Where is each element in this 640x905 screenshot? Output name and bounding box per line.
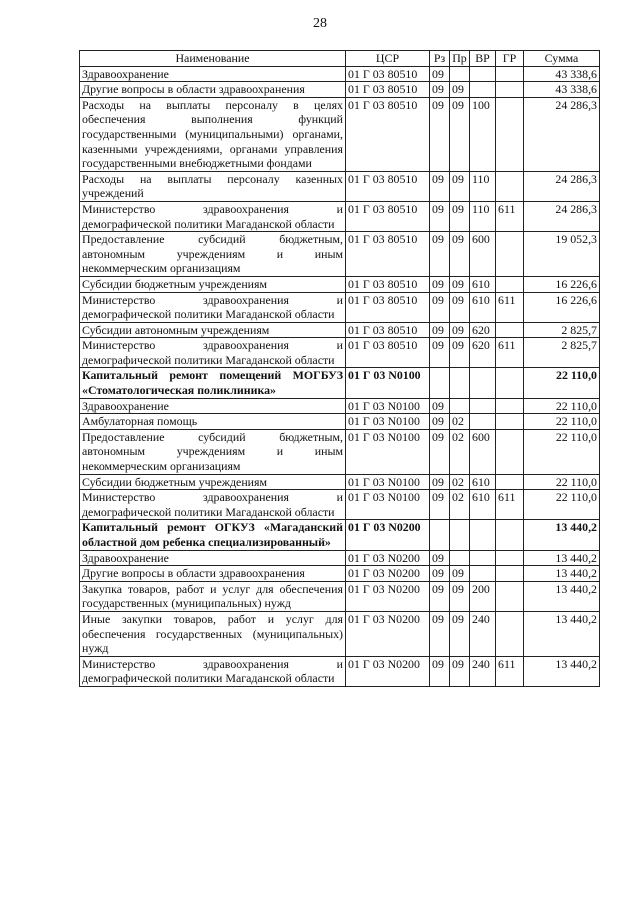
cell-sum: 43 338,6 [524,66,600,82]
table-row [80,66,600,82]
header-name: Наименование [80,51,346,67]
cell-rz: 09 [430,232,450,277]
cell-rz: 09 [430,201,450,231]
cell-name: Другие вопросы в области здравоохранения [80,566,346,582]
cell-vr: 620 [470,338,496,368]
header-gr: ГР [496,51,524,67]
header-pr: Пр [450,51,470,67]
table-row [80,414,600,430]
cell-vr: 600 [470,429,496,474]
cell-gr [496,171,524,201]
cell-csr: 01 Г 03 N0100 [346,368,430,398]
table-row [80,82,600,98]
cell-sum: 24 286,3 [524,201,600,231]
cell-pr: 09 [450,232,470,277]
cell-sum: 13 440,2 [524,656,600,686]
cell-gr: 611 [496,656,524,686]
cell-rz: 09 [430,490,450,520]
cell-pr: 02 [450,429,470,474]
cell-gr [496,611,524,656]
cell-sum: 43 338,6 [524,82,600,98]
table-row [80,566,600,582]
cell-csr: 01 Г 03 N0200 [346,566,430,582]
cell-vr [470,82,496,98]
cell-name: Субсидии автономным учреждениям [80,322,346,338]
cell-pr: 09 [450,566,470,582]
cell-gr [496,414,524,430]
cell-pr: 09 [450,322,470,338]
cell-rz [430,368,450,398]
cell-gr [496,429,524,474]
cell-gr [496,368,524,398]
cell-name: Капитальный ремонт ОГКУЗ «Магаданский областной дом ребенка специализированный» [80,520,346,550]
header-csr: ЦСР [346,51,430,67]
cell-pr [450,368,470,398]
cell-name: Министерство здравоохранения и демографической политики Магаданской области [80,490,346,520]
table-body [80,66,600,686]
cell-sum: 13 440,2 [524,520,600,550]
cell-vr: 610 [470,474,496,490]
table-row [80,338,600,368]
cell-name: Субсидии бюджетным учреждениям [80,276,346,292]
table-row [80,398,600,414]
cell-vr [470,398,496,414]
table-row [80,490,600,520]
cell-csr: 01 Г 03 N0100 [346,429,430,474]
cell-sum: 22 110,0 [524,398,600,414]
cell-pr: 02 [450,490,470,520]
cell-vr: 100 [470,97,496,171]
cell-name: Здравоохранение [80,398,346,414]
cell-name: Другие вопросы в области здравоохранения [80,82,346,98]
table-row [80,322,600,338]
cell-gr: 611 [496,490,524,520]
table-row [80,520,600,550]
cell-gr [496,566,524,582]
table-row [80,171,600,201]
cell-pr: 09 [450,82,470,98]
cell-csr: 01 Г 03 N0100 [346,414,430,430]
cell-pr: 09 [450,581,470,611]
cell-sum: 22 110,0 [524,429,600,474]
cell-gr [496,232,524,277]
cell-pr: 09 [450,611,470,656]
cell-sum: 13 440,2 [524,550,600,566]
header-vr: ВР [470,51,496,67]
cell-sum: 22 110,0 [524,414,600,430]
cell-pr: 02 [450,474,470,490]
cell-csr: 01 Г 03 N0200 [346,520,430,550]
cell-csr: 01 Г 03 80510 [346,82,430,98]
cell-sum: 2 825,7 [524,322,600,338]
cell-gr [496,474,524,490]
cell-csr: 01 Г 03 80510 [346,201,430,231]
cell-pr [450,66,470,82]
table-row [80,656,600,686]
table-row [80,474,600,490]
cell-pr: 09 [450,171,470,201]
cell-rz: 09 [430,429,450,474]
cell-vr [470,368,496,398]
cell-sum: 13 440,2 [524,581,600,611]
cell-gr: 611 [496,201,524,231]
cell-sum: 16 226,6 [524,292,600,322]
cell-rz: 09 [430,66,450,82]
cell-name: Предоставление субсидий бюджетным, автономным учреждениям и иным некоммерческим организациям [80,429,346,474]
cell-csr: 01 Г 03 N0200 [346,581,430,611]
cell-gr [496,276,524,292]
cell-vr [470,566,496,582]
budget-table [79,50,600,687]
header-sum: Сумма [524,51,600,67]
table-row [80,611,600,656]
cell-rz: 09 [430,611,450,656]
page-number: 28 [313,16,327,31]
cell-rz: 09 [430,474,450,490]
table-row [80,201,600,231]
cell-gr [496,581,524,611]
cell-csr: 01 Г 03 N0200 [346,611,430,656]
cell-rz [430,520,450,550]
cell-gr: 611 [496,292,524,322]
cell-rz: 09 [430,581,450,611]
table-header [80,51,600,67]
table-row [80,232,600,277]
cell-csr: 01 Г 03 80510 [346,292,430,322]
cell-pr: 09 [450,292,470,322]
cell-name: Министерство здравоохранения и демографической политики Магаданской области [80,338,346,368]
cell-gr [496,82,524,98]
cell-pr: 09 [450,656,470,686]
cell-sum: 19 052,3 [524,232,600,277]
cell-csr: 01 Г 03 N0100 [346,474,430,490]
cell-csr: 01 Г 03 N0200 [346,550,430,566]
table-row [80,292,600,322]
cell-vr [470,66,496,82]
cell-name: Расходы на выплаты персоналу в целях обеспечения выполнения функций государственными (муниципальными) органами, казенными учреждениями, органами управления государственными внебюджетными фондами [80,97,346,171]
cell-sum: 13 440,2 [524,611,600,656]
cell-name: Иные закупки товаров, работ и услуг для обеспечения государственных (муниципальных) нужд [80,611,346,656]
cell-pr [450,550,470,566]
cell-pr [450,398,470,414]
cell-vr: 610 [470,292,496,322]
table-row [80,581,600,611]
cell-vr [470,520,496,550]
cell-rz: 09 [430,338,450,368]
cell-name: Министерство здравоохранения и демографической политики Магаданской области [80,292,346,322]
cell-rz: 09 [430,398,450,414]
cell-name: Закупка товаров, работ и услуг для обеспечения государственных (муниципальных) нужд [80,581,346,611]
cell-name: Субсидии бюджетным учреждениям [80,474,346,490]
cell-vr: 240 [470,656,496,686]
cell-rz: 09 [430,322,450,338]
cell-gr [496,66,524,82]
table-row [80,368,600,398]
cell-vr: 620 [470,322,496,338]
cell-name: Амбулаторная помощь [80,414,346,430]
cell-csr: 01 Г 03 80510 [346,232,430,277]
cell-gr [496,322,524,338]
cell-sum: 13 440,2 [524,566,600,582]
cell-vr [470,550,496,566]
cell-rz: 09 [430,82,450,98]
cell-csr: 01 Г 03 80510 [346,322,430,338]
cell-csr: 01 Г 03 80510 [346,276,430,292]
cell-rz: 09 [430,566,450,582]
cell-pr: 09 [450,97,470,171]
cell-vr: 600 [470,232,496,277]
cell-sum: 24 286,3 [524,97,600,171]
cell-pr: 02 [450,414,470,430]
table-row [80,550,600,566]
cell-vr: 610 [470,490,496,520]
cell-vr: 200 [470,581,496,611]
cell-rz: 09 [430,97,450,171]
cell-name: Предоставление субсидий бюджетным, автономным учреждениям и иным некоммерческим организациям [80,232,346,277]
cell-sum: 22 110,0 [524,474,600,490]
cell-sum: 16 226,6 [524,276,600,292]
cell-vr: 240 [470,611,496,656]
cell-pr: 09 [450,201,470,231]
cell-sum: 22 110,0 [524,490,600,520]
cell-gr [496,520,524,550]
cell-csr: 01 Г 03 80510 [346,97,430,171]
cell-name: Здравоохранение [80,66,346,82]
cell-rz: 09 [430,414,450,430]
cell-rz: 09 [430,656,450,686]
cell-name: Расходы на выплаты персоналу казенных учреждений [80,171,346,201]
cell-sum: 2 825,7 [524,338,600,368]
cell-gr: 611 [496,338,524,368]
table-row [80,97,600,171]
cell-rz: 09 [430,276,450,292]
cell-vr: 610 [470,276,496,292]
table-row [80,429,600,474]
cell-vr: 110 [470,171,496,201]
table-row [80,276,600,292]
cell-name: Здравоохранение [80,550,346,566]
cell-csr: 01 Г 03 N0200 [346,656,430,686]
cell-rz: 09 [430,550,450,566]
cell-vr: 110 [470,201,496,231]
cell-rz: 09 [430,171,450,201]
cell-sum: 24 286,3 [524,171,600,201]
cell-pr: 09 [450,276,470,292]
cell-sum: 22 110,0 [524,368,600,398]
cell-csr: 01 Г 03 N0100 [346,490,430,520]
header-rz: Рз [430,51,450,67]
cell-rz: 09 [430,292,450,322]
cell-name: Министерство здравоохранения и демографической политики Магаданской области [80,656,346,686]
cell-gr [496,550,524,566]
cell-pr: 09 [450,338,470,368]
cell-csr: 01 Г 03 80510 [346,338,430,368]
cell-name: Капитальный ремонт помещений МОГБУЗ «Стоматологическая поликлиника» [80,368,346,398]
cell-csr: 01 Г 03 80510 [346,171,430,201]
cell-gr [496,97,524,171]
cell-vr [470,414,496,430]
cell-csr: 01 Г 03 80510 [346,66,430,82]
cell-name: Министерство здравоохранения и демографической политики Магаданской области [80,201,346,231]
cell-csr: 01 Г 03 N0100 [346,398,430,414]
header-row [80,51,600,67]
cell-gr [496,398,524,414]
cell-pr [450,520,470,550]
